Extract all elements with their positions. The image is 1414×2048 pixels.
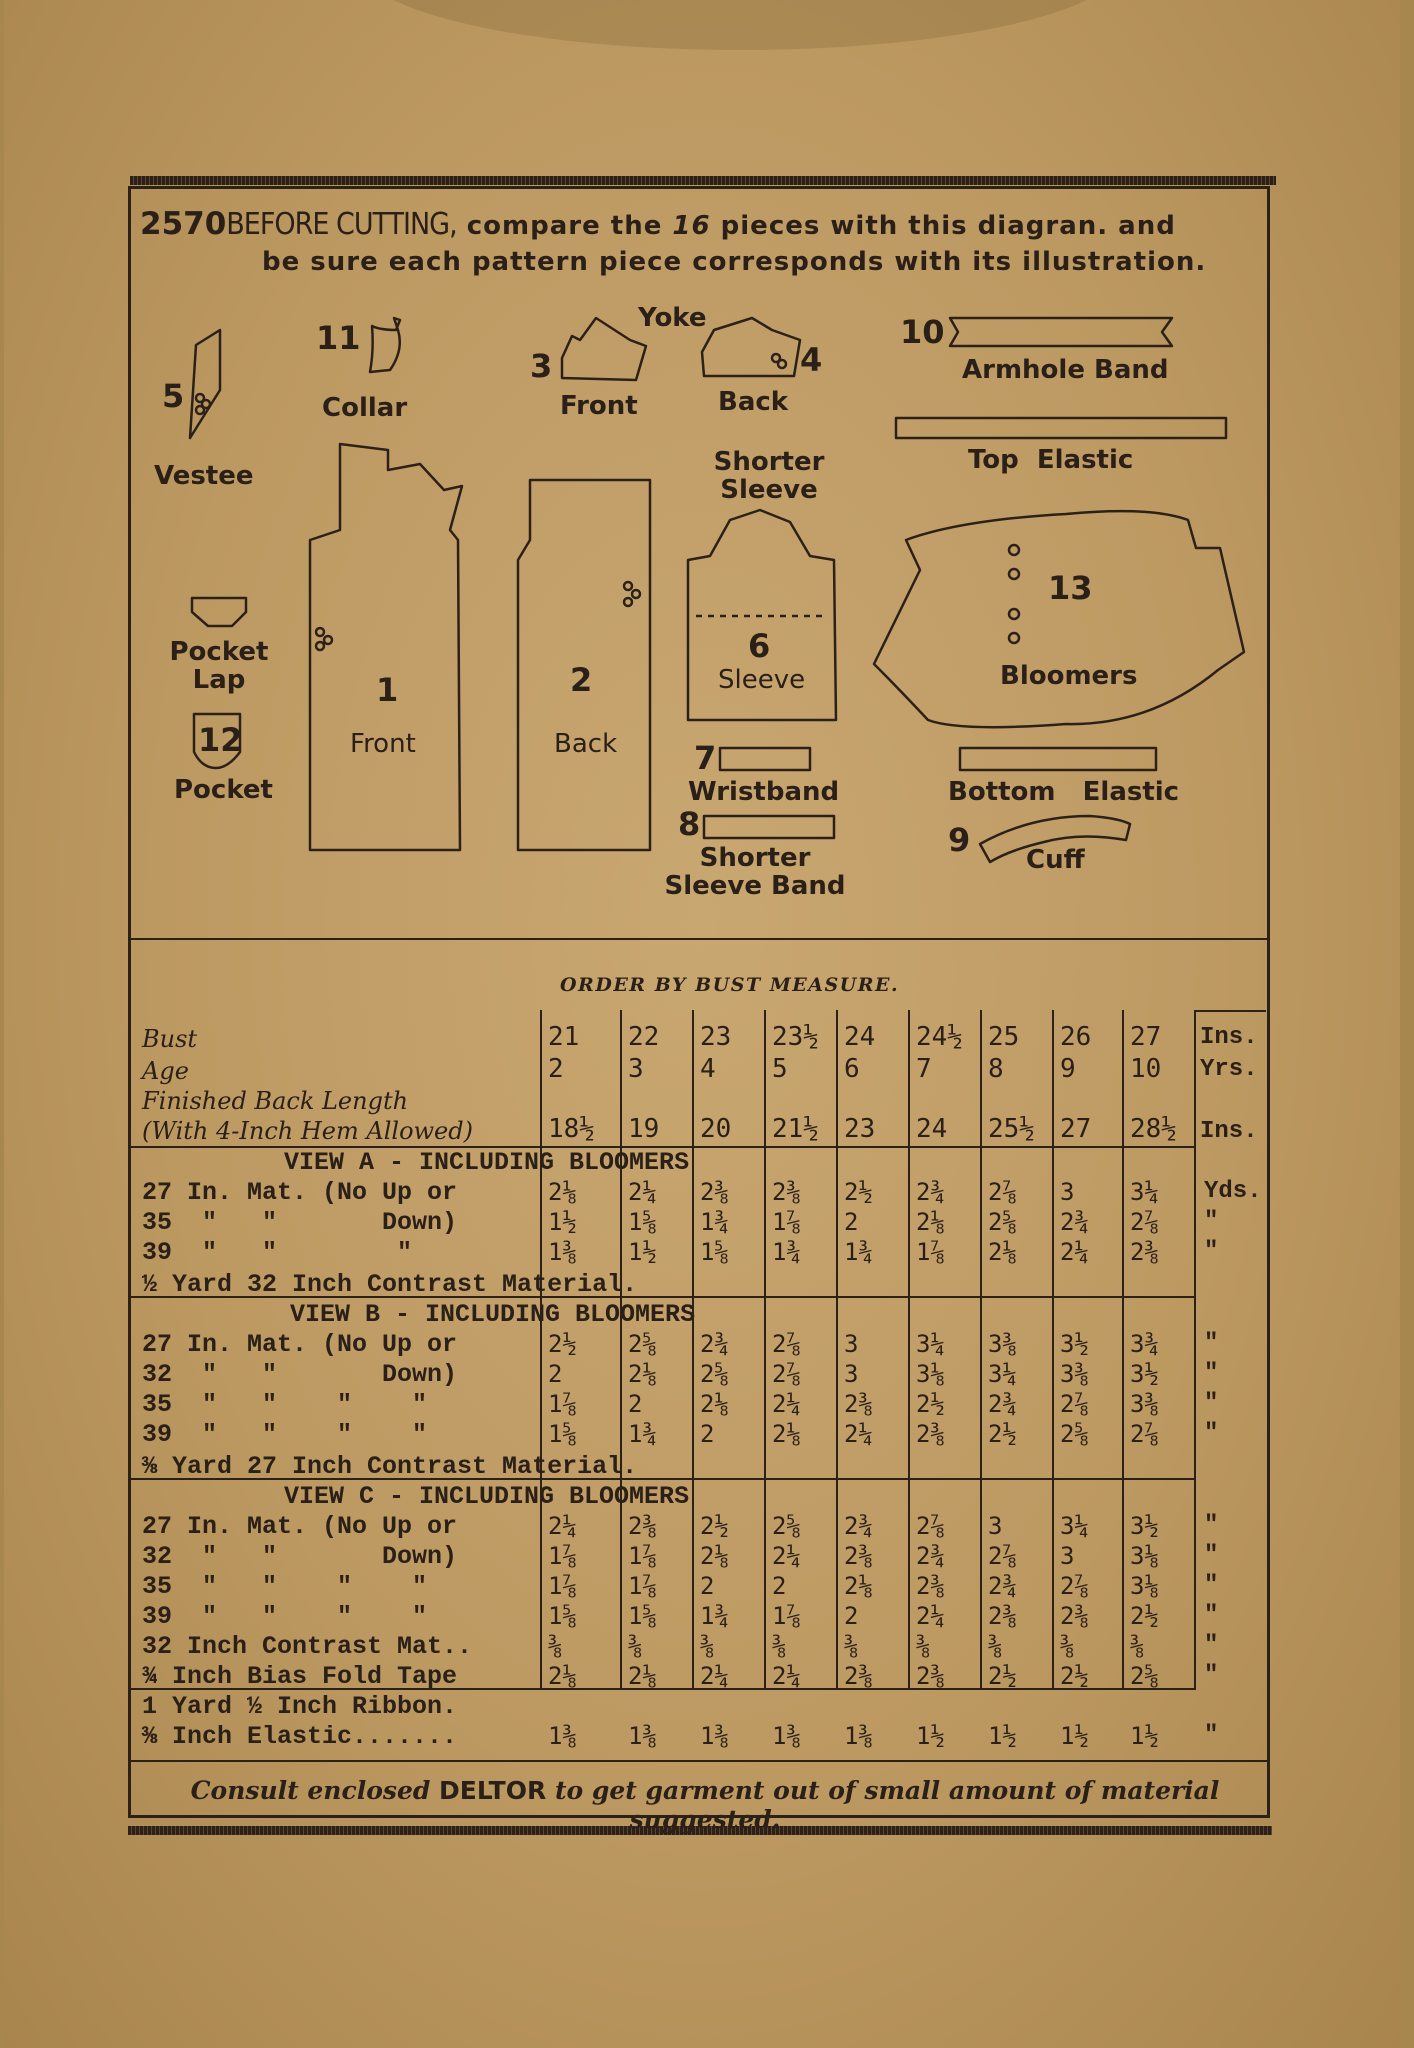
yardage-row-label: 35 " " Down) bbox=[142, 1208, 458, 1237]
yardage-value: 1⅞ bbox=[772, 1602, 801, 1630]
yardage-value: ⅜ bbox=[1130, 1632, 1145, 1660]
piece-number-6: 6 bbox=[748, 627, 771, 665]
age-value: 5 bbox=[772, 1054, 788, 1084]
view-c-heading: VIEW C - INCLUDING BLOOMERS bbox=[284, 1482, 690, 1511]
yardage-value: 2¼ bbox=[628, 1178, 657, 1206]
yardage-value: 3⅜ bbox=[1130, 1390, 1159, 1418]
elastic-value: 1½ bbox=[1060, 1722, 1089, 1750]
yardage-row-label: 27 In. Mat. (No Up or bbox=[142, 1330, 458, 1359]
yardage-value: 2½ bbox=[548, 1330, 577, 1358]
yardage-value: 3⅛ bbox=[1130, 1542, 1159, 1570]
table-column-rule bbox=[764, 1010, 766, 1688]
yardage-row-label: 27 In. Mat. (No Up or bbox=[142, 1512, 458, 1541]
yardage-value: 2½ bbox=[1060, 1662, 1089, 1690]
top-elastic-piece bbox=[896, 418, 1226, 438]
yardage-value: 1⅝ bbox=[700, 1238, 729, 1266]
instruction-text-a: compare the bbox=[466, 211, 663, 241]
wristband-label: Wristband bbox=[688, 777, 840, 807]
unit-label: " bbox=[1204, 1238, 1219, 1265]
armhole-band-piece bbox=[950, 318, 1172, 346]
yardage-value: 2 bbox=[548, 1360, 563, 1388]
yardage-value: 2¾ bbox=[844, 1512, 873, 1540]
yardage-value: 2¾ bbox=[988, 1572, 1017, 1600]
back-length-value: 21½ bbox=[772, 1114, 819, 1144]
yardage-value: 2½ bbox=[844, 1178, 873, 1206]
yardage-value: 2¼ bbox=[916, 1602, 945, 1630]
unit-label: " bbox=[1204, 1420, 1219, 1447]
elastic-value: 1½ bbox=[1130, 1722, 1159, 1750]
yardage-value: 2½ bbox=[916, 1390, 945, 1418]
armhole-band-label: Armhole Band bbox=[962, 355, 1169, 385]
unit-label: Ins. bbox=[1200, 1024, 1258, 1051]
yardage-value: 2⅛ bbox=[700, 1542, 729, 1570]
table-column-rule bbox=[620, 1010, 622, 1688]
yardage-value: 2⅝ bbox=[988, 1208, 1017, 1236]
elastic-value: 1⅜ bbox=[772, 1722, 801, 1750]
yardage-value: 3¾ bbox=[1130, 1330, 1159, 1358]
yardage-row-label: ¾ Inch Bias Fold Tape bbox=[142, 1662, 458, 1691]
deltor-brand: DELTOR bbox=[439, 1776, 547, 1805]
table-column-rule bbox=[980, 1010, 982, 1688]
sleeve-label: Sleeve bbox=[718, 665, 806, 695]
yardage-value: 2⅞ bbox=[772, 1360, 801, 1388]
yardage-value: 3¼ bbox=[916, 1330, 945, 1358]
yardage-value: 2½ bbox=[988, 1420, 1017, 1448]
back-length-value: 23 bbox=[844, 1114, 876, 1144]
yardage-value: 2⅛ bbox=[700, 1390, 729, 1418]
yardage-value: 2⅜ bbox=[1130, 1238, 1159, 1266]
yardage-value: 2⅛ bbox=[628, 1662, 657, 1690]
yardage-value: 2⅝ bbox=[1130, 1662, 1159, 1690]
yardage-value: ⅜ bbox=[988, 1632, 1003, 1660]
yardage-value: 2⅞ bbox=[1060, 1390, 1089, 1418]
yardage-row-label: 35 " " " " bbox=[142, 1572, 428, 1601]
elastic-value: 1½ bbox=[916, 1722, 945, 1750]
view-a-heading: VIEW A - INCLUDING BLOOMERS bbox=[284, 1148, 690, 1177]
table-column-rule bbox=[692, 1010, 694, 1688]
yardage-value: 2⅞ bbox=[1130, 1208, 1159, 1236]
yardage-value: 3 bbox=[988, 1512, 1003, 1540]
yardage-value: 2⅞ bbox=[988, 1178, 1017, 1206]
collar-label: Collar bbox=[322, 393, 408, 423]
pocket-lap-piece bbox=[192, 598, 246, 626]
yardage-value: 2¼ bbox=[772, 1390, 801, 1418]
yardage-value: 2⅛ bbox=[548, 1662, 577, 1690]
age-row-label: Age bbox=[142, 1057, 189, 1085]
hem-note-row-label: (With 4-Inch Hem Allowed) bbox=[142, 1117, 473, 1145]
unit-label: Yrs. bbox=[1200, 1056, 1258, 1083]
yardage-value: 2¾ bbox=[988, 1390, 1017, 1418]
yardage-value: 1¾ bbox=[700, 1602, 729, 1630]
yardage-value: 1⅞ bbox=[628, 1572, 657, 1600]
yardage-value: 2⅝ bbox=[700, 1360, 729, 1388]
age-value: 9 bbox=[1060, 1054, 1076, 1084]
unit-label: Ins. bbox=[1200, 1118, 1258, 1145]
age-value: 7 bbox=[916, 1054, 932, 1084]
piece-number-3: 3 bbox=[530, 347, 553, 385]
yardage-value: 2⅞ bbox=[988, 1542, 1017, 1570]
yardage-value: 3½ bbox=[1130, 1360, 1159, 1388]
yardage-value: 3 bbox=[844, 1360, 859, 1388]
yardage-value: 2 bbox=[628, 1390, 643, 1418]
yardage-value: ⅜ bbox=[548, 1632, 563, 1660]
yardage-value: 2¼ bbox=[1060, 1238, 1089, 1266]
yardage-value: 1⅝ bbox=[548, 1420, 577, 1448]
unit-label: " bbox=[1204, 1390, 1219, 1417]
piece-number-12: 12 bbox=[198, 721, 243, 759]
yardage-value: 3⅛ bbox=[1130, 1572, 1159, 1600]
yardage-value: 3⅛ bbox=[916, 1360, 945, 1388]
back-length-value: 25½ bbox=[988, 1114, 1035, 1144]
piece-count: 16 bbox=[672, 211, 711, 241]
yardage-value: 2⅞ bbox=[1060, 1572, 1089, 1600]
yardage-value: 2⅜ bbox=[916, 1420, 945, 1448]
yardage-value: 1⅞ bbox=[548, 1572, 577, 1600]
yardage-value: 2⅝ bbox=[772, 1512, 801, 1540]
age-value: 4 bbox=[700, 1054, 716, 1084]
yardage-value: 2⅜ bbox=[700, 1178, 729, 1206]
piece-number-5: 5 bbox=[162, 377, 185, 415]
piece-number-2: 2 bbox=[570, 661, 593, 699]
table-column-rule bbox=[1052, 1010, 1054, 1688]
back-label: Back bbox=[554, 729, 618, 759]
yardage-value: 1⅞ bbox=[628, 1542, 657, 1570]
unit-label: " bbox=[1204, 1360, 1219, 1387]
yardage-value: 2⅜ bbox=[844, 1390, 873, 1418]
view-a-contrast: ½ Yard 32 Inch Contrast Material. bbox=[142, 1270, 638, 1299]
yardage-value: 1⅝ bbox=[628, 1602, 657, 1630]
yardage-value: 3 bbox=[1060, 1178, 1075, 1206]
bust-value: 24 bbox=[844, 1022, 876, 1052]
piece-number-8: 8 bbox=[678, 805, 701, 843]
elastic-value: 1⅜ bbox=[700, 1722, 729, 1750]
bust-value: 23½ bbox=[772, 1022, 819, 1052]
yardage-value: 1⅝ bbox=[628, 1208, 657, 1236]
yardage-value: 2⅜ bbox=[844, 1542, 873, 1570]
yardage-value: 2⅝ bbox=[628, 1330, 657, 1358]
yardage-value: 2 bbox=[772, 1572, 787, 1600]
unit-label: " bbox=[1204, 1512, 1219, 1539]
elastic-value: 1½ bbox=[988, 1722, 1017, 1750]
back-length-row-label: Finished Back Length bbox=[142, 1087, 409, 1115]
back-length-value: 28½ bbox=[1130, 1114, 1177, 1144]
yardage-value: 2¾ bbox=[916, 1542, 945, 1570]
back-length-value: 27 bbox=[1060, 1114, 1092, 1144]
yardage-value: 3½ bbox=[1060, 1330, 1089, 1358]
yardage-value: 2¼ bbox=[700, 1662, 729, 1690]
unit-label: " bbox=[1204, 1572, 1219, 1599]
bottom-elastic-label: Bottom Elastic bbox=[948, 777, 1180, 807]
unit-label: " bbox=[1204, 1542, 1219, 1569]
yardage-value: 1¾ bbox=[844, 1238, 873, 1266]
pocket-lap-label: Pocket Lap bbox=[169, 637, 269, 695]
back-length-value: 18½ bbox=[548, 1114, 595, 1144]
yardage-value: 1⅞ bbox=[916, 1238, 945, 1266]
shorter-sleeve-band-label: Shorter Sleeve Band bbox=[664, 843, 846, 901]
age-value: 3 bbox=[628, 1054, 644, 1084]
piece-number-11: 11 bbox=[316, 319, 361, 357]
yoke-label: Yoke bbox=[638, 303, 707, 333]
yardage-value: 2⅜ bbox=[772, 1178, 801, 1206]
yardage-value: 2½ bbox=[988, 1662, 1017, 1690]
bust-row-label: Bust bbox=[142, 1025, 198, 1053]
yardage-value: 3 bbox=[1060, 1542, 1075, 1570]
table-column-rule bbox=[1194, 1010, 1196, 1690]
bust-value: 24½ bbox=[916, 1022, 963, 1052]
yardage-value: 2⅞ bbox=[916, 1512, 945, 1540]
pocket-label: Pocket bbox=[174, 775, 273, 805]
bottom-elastic-piece bbox=[960, 748, 1156, 770]
yardage-value: 1⅞ bbox=[548, 1542, 577, 1570]
yardage-value: 2⅛ bbox=[988, 1238, 1017, 1266]
yardage-value: 1¾ bbox=[628, 1420, 657, 1448]
age-value: 10 bbox=[1130, 1054, 1162, 1084]
yoke-back-label: Back bbox=[718, 387, 789, 417]
yardage-value: 2⅜ bbox=[916, 1572, 945, 1600]
yardage-row-label: 35 " " " " bbox=[142, 1390, 428, 1419]
yardage-value: ⅜ bbox=[844, 1632, 859, 1660]
footer-note bbox=[150, 1776, 1260, 1834]
elastic-value: 1⅜ bbox=[844, 1722, 873, 1750]
yardage-value: ⅜ bbox=[628, 1632, 643, 1660]
instruction-text-line2: be sure each pattern piece corresponds with its illustration. bbox=[262, 247, 1207, 277]
bust-value: 27 bbox=[1130, 1022, 1162, 1052]
table-column-rule bbox=[836, 1010, 838, 1688]
unit-label: Yds. bbox=[1204, 1178, 1262, 1205]
bust-value: 22 bbox=[628, 1022, 660, 1052]
unit-label: " bbox=[1204, 1722, 1219, 1749]
piece-number-9: 9 bbox=[948, 821, 971, 859]
piece-number-7: 7 bbox=[694, 739, 717, 777]
view-b-heading: VIEW B - INCLUDING BLOOMERS bbox=[290, 1300, 696, 1329]
yardage-row-label: 27 In. Mat. (No Up or bbox=[142, 1178, 458, 1207]
instruction-text-b: pieces with this diagran. and bbox=[720, 211, 1176, 241]
table-column-rule bbox=[1122, 1010, 1124, 1688]
unit-label: " bbox=[1204, 1662, 1219, 1689]
front-label: Front bbox=[350, 729, 416, 759]
unit-label: " bbox=[1204, 1330, 1219, 1357]
unit-label: " bbox=[1204, 1208, 1219, 1235]
piece-number-4: 4 bbox=[800, 341, 823, 379]
shorter-sleeve-band-piece bbox=[704, 816, 834, 838]
vestee-label: Vestee bbox=[154, 461, 254, 491]
piece-number-1: 1 bbox=[376, 671, 399, 709]
age-value: 2 bbox=[548, 1054, 564, 1084]
back-length-value: 19 bbox=[628, 1114, 660, 1144]
yardage-value: 1⅞ bbox=[548, 1390, 577, 1418]
yardage-value: ⅜ bbox=[1060, 1632, 1075, 1660]
yardage-value: 1¾ bbox=[700, 1208, 729, 1236]
yardage-value: 2¼ bbox=[844, 1420, 873, 1448]
yoke-front-label: Front bbox=[560, 391, 638, 421]
unit-label: " bbox=[1204, 1602, 1219, 1629]
yardage-row-label: 39 " " " " bbox=[142, 1602, 428, 1631]
yardage-value: 1⅞ bbox=[772, 1208, 801, 1236]
yardage-value: 2¾ bbox=[916, 1178, 945, 1206]
vestee-piece bbox=[190, 330, 220, 438]
footer-text-pre: Consult enclosed bbox=[190, 1776, 431, 1805]
yardage-value: 2⅛ bbox=[548, 1178, 577, 1206]
yardage-value: 2¾ bbox=[700, 1330, 729, 1358]
yardage-row-label: 32 Inch Contrast Mat.. bbox=[142, 1632, 473, 1661]
yardage-value: 3¼ bbox=[988, 1360, 1017, 1388]
yardage-value: 1⅜ bbox=[548, 1238, 577, 1266]
yardage-value: 3⅜ bbox=[1060, 1360, 1089, 1388]
yardage-value: 2⅜ bbox=[988, 1602, 1017, 1630]
piece-number-13: 13 bbox=[1048, 569, 1093, 607]
yardage-value: 2⅜ bbox=[844, 1662, 873, 1690]
yardage-value: 2 bbox=[844, 1208, 859, 1236]
front-piece bbox=[310, 444, 462, 850]
yardage-value: 2½ bbox=[1130, 1602, 1159, 1630]
yardage-value: 2¾ bbox=[1060, 1208, 1089, 1236]
yardage-value: ⅜ bbox=[700, 1632, 715, 1660]
yardage-value: 3¼ bbox=[1130, 1178, 1159, 1206]
top-elastic-label: Top Elastic bbox=[968, 445, 1134, 475]
yardage-row-label: 32 " " Down) bbox=[142, 1542, 458, 1571]
age-value: 8 bbox=[988, 1054, 1004, 1084]
yardage-value: 2⅞ bbox=[1130, 1420, 1159, 1448]
bloomers-label: Bloomers bbox=[1000, 661, 1138, 691]
table-rule bbox=[128, 1760, 1270, 1762]
yardage-value: 2 bbox=[700, 1572, 715, 1600]
yardage-value: 2⅜ bbox=[1060, 1602, 1089, 1630]
cuff-label: Cuff bbox=[1026, 845, 1085, 875]
yardage-value: 2⅞ bbox=[772, 1330, 801, 1358]
yardage-value: 3⅜ bbox=[988, 1330, 1017, 1358]
yardage-value: 2⅜ bbox=[916, 1662, 945, 1690]
yardage-value: 2⅛ bbox=[844, 1572, 873, 1600]
elastic-notion-label: ⅜ Inch Elastic....... bbox=[142, 1722, 458, 1751]
yardage-value: 1⅝ bbox=[548, 1602, 577, 1630]
bust-value: 23 bbox=[700, 1022, 732, 1052]
yardage-value: 2⅝ bbox=[1060, 1420, 1089, 1448]
yardage-value: 1½ bbox=[548, 1208, 577, 1236]
yoke-front-piece bbox=[562, 318, 646, 380]
back-length-value: 20 bbox=[700, 1114, 732, 1144]
bust-value: 26 bbox=[1060, 1022, 1092, 1052]
table-title: ORDER BY BUST MEASURE. bbox=[560, 974, 900, 996]
age-value: 6 bbox=[844, 1054, 860, 1084]
yardage-value: 2½ bbox=[700, 1512, 729, 1540]
yardage-value: 1½ bbox=[628, 1238, 657, 1266]
yardage-row-label: 39 " " " bbox=[142, 1238, 413, 1267]
yardage-value: 2⅛ bbox=[628, 1360, 657, 1388]
yardage-value: ⅜ bbox=[772, 1632, 787, 1660]
table-rule bbox=[1194, 1010, 1266, 1012]
view-b-contrast: ⅜ Yard 27 Inch Contrast Material. bbox=[142, 1452, 638, 1481]
yardage-row-label: 39 " " " " bbox=[142, 1420, 428, 1449]
unit-label: " bbox=[1204, 1632, 1219, 1659]
yardage-value: 3¼ bbox=[1060, 1512, 1089, 1540]
yardage-value: 2 bbox=[700, 1420, 715, 1448]
yardage-value: 2 bbox=[844, 1602, 859, 1630]
table-column-rule bbox=[908, 1010, 910, 1688]
shorter-sleeve-label: Shorter Sleeve bbox=[713, 447, 825, 505]
table-column-rule bbox=[540, 1010, 542, 1688]
wristband-piece bbox=[720, 748, 810, 770]
yardage-value: 2¼ bbox=[548, 1512, 577, 1540]
collar-piece bbox=[370, 318, 400, 372]
bust-value: 21 bbox=[548, 1022, 580, 1052]
bloomers-piece bbox=[874, 511, 1244, 727]
yardage-value: ⅜ bbox=[916, 1632, 931, 1660]
yardage-value: 3 bbox=[844, 1330, 859, 1358]
back-length-value: 24 bbox=[916, 1114, 948, 1144]
yardage-value: 2¼ bbox=[772, 1542, 801, 1570]
yardage-value: 2⅜ bbox=[628, 1512, 657, 1540]
pattern-number: 2570 bbox=[140, 206, 227, 242]
bust-value: 25 bbox=[988, 1022, 1020, 1052]
yardage-value: 3½ bbox=[1130, 1512, 1159, 1540]
ribbon-notion: 1 Yard ½ Inch Ribbon. bbox=[142, 1692, 458, 1721]
yardage-value: 2⅛ bbox=[772, 1420, 801, 1448]
elastic-value: 1⅜ bbox=[628, 1722, 657, 1750]
elastic-value: 1⅜ bbox=[548, 1722, 577, 1750]
yardage-row-label: 32 " " Down) bbox=[142, 1360, 458, 1389]
yardage-value: 1¾ bbox=[772, 1238, 801, 1266]
piece-number-10: 10 bbox=[900, 313, 945, 351]
footer-text-post: to get garment out of small amount of material suggested. bbox=[554, 1776, 1220, 1834]
yardage-value: 2⅛ bbox=[916, 1208, 945, 1236]
yardage-value: 2¼ bbox=[772, 1662, 801, 1690]
before-cutting-heading: BEFORE CUTTING, bbox=[226, 207, 457, 242]
